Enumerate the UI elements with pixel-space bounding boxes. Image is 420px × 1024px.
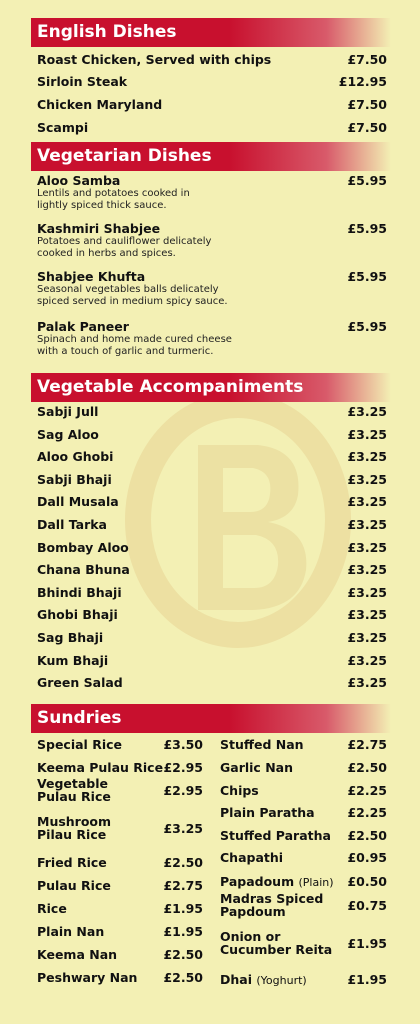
sundry-price: £2.75	[163, 878, 203, 893]
list-item	[37, 517, 387, 532]
sundry-price: £1.95	[347, 936, 387, 951]
list-item	[37, 52, 387, 67]
sundry-name	[220, 930, 332, 956]
dish-name: Kashmiri Shabjee	[37, 221, 161, 236]
dish-name: Bombay Aloo	[37, 539, 129, 555]
dish-price: £5.95	[347, 221, 387, 236]
list-item	[37, 585, 387, 600]
dish-name: Sabji Bhaji	[37, 471, 112, 487]
dish-name: Aloo Samba	[37, 173, 121, 188]
dish-name: Sag Bhaji	[37, 630, 104, 645]
dish-price: £5.95	[347, 319, 387, 334]
sundry-name-line: Keema Pulau Rice	[37, 760, 164, 775]
dish-description-line: lightly spiced thick sauce.	[37, 200, 167, 211]
list-item	[37, 540, 387, 555]
dish-name: Sirloin Steak	[37, 74, 128, 89]
sundry-name-line: Garlic Nan	[220, 760, 293, 775]
sundry-name	[220, 973, 307, 987]
dish-price: £3.25	[347, 607, 387, 623]
sundry-name-line: Chips	[220, 783, 259, 798]
dish-description-line: Lentils and potatoes cooked in	[37, 188, 190, 199]
sundry-name-line: Cucumber Reita	[220, 942, 333, 957]
sundry-name-line: Pilau Rice	[37, 827, 107, 842]
sundry-name-line: Keema Nan	[37, 947, 118, 962]
dish-price: £3.25	[347, 426, 387, 442]
dish-price: £3.25	[347, 584, 387, 600]
sundry-price: £0.50	[347, 874, 387, 889]
sundry-name	[37, 971, 137, 984]
dish-price: £7.50	[347, 97, 387, 112]
dish-name: Scampi	[37, 120, 89, 135]
sundry-name-line: Rice	[37, 901, 67, 916]
dish-price: £3.25	[347, 675, 387, 691]
sundry-price: £2.25	[347, 805, 387, 820]
sundry-name-line: Chapathi	[220, 850, 284, 865]
sundry-name	[220, 851, 283, 864]
dish-name: Green Salad	[37, 675, 123, 691]
sundry-name-line: Special Rice	[37, 737, 122, 752]
sundry-name-line: Plain Nan	[37, 924, 105, 939]
section-banner-english: English Dishes	[31, 18, 391, 47]
sundry-name-line: Dhai	[220, 972, 252, 987]
sundry-price: £1.95	[347, 972, 387, 987]
dish-price: £3.25	[347, 517, 387, 532]
dish-description-line: Spinach and home made cured cheese	[37, 334, 232, 345]
sundry-price: £2.50	[163, 947, 203, 962]
section-banner-sundries: Sundries	[31, 704, 391, 733]
sundry-name-line: Onion or	[220, 929, 281, 944]
dish-description-line: cooked in herbs and spices.	[37, 248, 176, 259]
sundry-name	[220, 738, 304, 751]
sundry-price: £2.50	[163, 970, 203, 985]
list-item	[37, 173, 387, 212]
dish-name: Chicken Maryland	[37, 97, 163, 112]
list-item	[37, 472, 387, 487]
sundry-price: £3.50	[163, 737, 203, 752]
dish-name: Sag Aloo	[37, 426, 99, 442]
sundry-price: £2.75	[347, 737, 387, 752]
sundry-name	[37, 879, 111, 892]
dish-name: Kum Bhaji	[37, 652, 109, 668]
dish-price: £3.25	[347, 494, 387, 510]
sundry-name-line: Peshwary Nan	[37, 970, 138, 985]
sundry-name	[37, 815, 111, 841]
sundry-name-line: Mushroom	[37, 814, 112, 829]
sundry-name	[37, 856, 107, 869]
dish-name: Bhindi Bhaji	[37, 584, 122, 600]
sundry-price: £1.95	[163, 901, 203, 916]
list-item	[37, 630, 387, 645]
sundry-name-line: Fried Rice	[37, 855, 107, 870]
dish-price: £7.50	[347, 52, 387, 67]
list-item	[37, 562, 387, 577]
sundry-name	[37, 902, 67, 915]
dish-name: Aloo Ghobi	[37, 449, 114, 465]
dish-description-line: with a touch of garlic and turmeric.	[37, 346, 214, 357]
sundry-name-line: Stuffed Nan	[220, 737, 304, 752]
list-item	[37, 427, 387, 442]
sundry-name	[37, 777, 111, 803]
list-item	[37, 221, 387, 260]
dish-description-line: spiced served in medium spicy sauce.	[37, 296, 228, 307]
list-item	[37, 449, 387, 464]
dish-name: Palak Paneer	[37, 319, 129, 334]
dish-name: Shabjee Khufta	[37, 269, 146, 284]
dish-name: Sabji Jull	[37, 404, 99, 419]
sundry-price: £0.75	[347, 898, 387, 913]
sundry-price: £2.50	[347, 760, 387, 775]
list-item	[37, 120, 387, 135]
dish-name: Roast Chicken, Served with chips	[37, 52, 272, 67]
sundry-name-line: Pulau Rice	[37, 789, 111, 804]
sundry-name	[220, 875, 334, 889]
sundry-price: £2.95	[163, 783, 203, 798]
dish-price: £7.50	[347, 120, 387, 135]
sundry-price: £2.50	[163, 855, 203, 870]
list-item	[37, 269, 387, 308]
list-item	[37, 319, 387, 358]
dish-price: £3.25	[347, 652, 387, 668]
sundry-name	[220, 829, 331, 842]
sundry-name-line: Papadoum	[220, 874, 295, 889]
dish-price: £12.95	[338, 74, 387, 89]
list-item	[37, 675, 387, 690]
dish-description-line: Potatoes and cauliflower delicately	[37, 236, 212, 247]
dish-name: Ghobi Bhaji	[37, 607, 118, 623]
sundry-name	[37, 925, 104, 938]
section-banner-vegetarian: Vegetarian Dishes	[31, 142, 391, 171]
sundry-name-line: Madras Spiced	[220, 891, 324, 906]
sundry-name-line: Papdoum	[220, 904, 286, 919]
dish-name: Dall Musala	[37, 494, 119, 510]
sundry-name-line: Vegetable	[37, 776, 109, 791]
dish-price: £3.25	[347, 404, 387, 419]
sundry-name	[37, 761, 163, 774]
dish-price: £3.25	[347, 630, 387, 645]
sundry-price: £3.25	[163, 821, 203, 836]
dish-price: £5.95	[347, 269, 387, 284]
sundry-price: £0.95	[347, 850, 387, 865]
sundry-name-line: Pulau Rice	[37, 878, 111, 893]
sundry-name	[37, 948, 117, 961]
list-item	[37, 494, 387, 509]
dish-name: Chana Bhuna	[37, 562, 130, 578]
list-item	[37, 97, 387, 112]
sundry-name	[220, 806, 315, 819]
dish-price: £3.25	[347, 449, 387, 465]
list-item	[37, 404, 387, 419]
sundry-price: £2.50	[347, 828, 387, 843]
sundry-name	[220, 784, 259, 797]
section-banner-accompaniments: Vegetable Accompaniments	[31, 373, 391, 402]
sundry-note: (Yoghurt)	[256, 974, 307, 987]
list-item	[37, 74, 387, 89]
sundry-price: £2.95	[163, 760, 203, 775]
dish-price: £3.25	[347, 539, 387, 555]
sundry-name	[220, 892, 323, 918]
dish-price: £3.25	[347, 562, 387, 578]
dish-price: £5.95	[347, 173, 387, 188]
dish-price: £3.25	[347, 471, 387, 487]
list-item	[37, 653, 387, 668]
sundry-name	[220, 761, 293, 774]
sundry-note: (Plain)	[298, 876, 334, 889]
sundry-name-line: Stuffed Paratha	[220, 828, 331, 843]
dish-description-line: Seasonal vegetables balls delicately	[37, 284, 219, 295]
list-item	[37, 607, 387, 622]
sundry-name	[37, 738, 122, 751]
sundry-name-line: Plain Paratha	[220, 805, 315, 820]
sundry-price: £1.95	[163, 924, 203, 939]
sundry-price: £2.25	[347, 783, 387, 798]
dish-name: Dall Tarka	[37, 517, 107, 532]
